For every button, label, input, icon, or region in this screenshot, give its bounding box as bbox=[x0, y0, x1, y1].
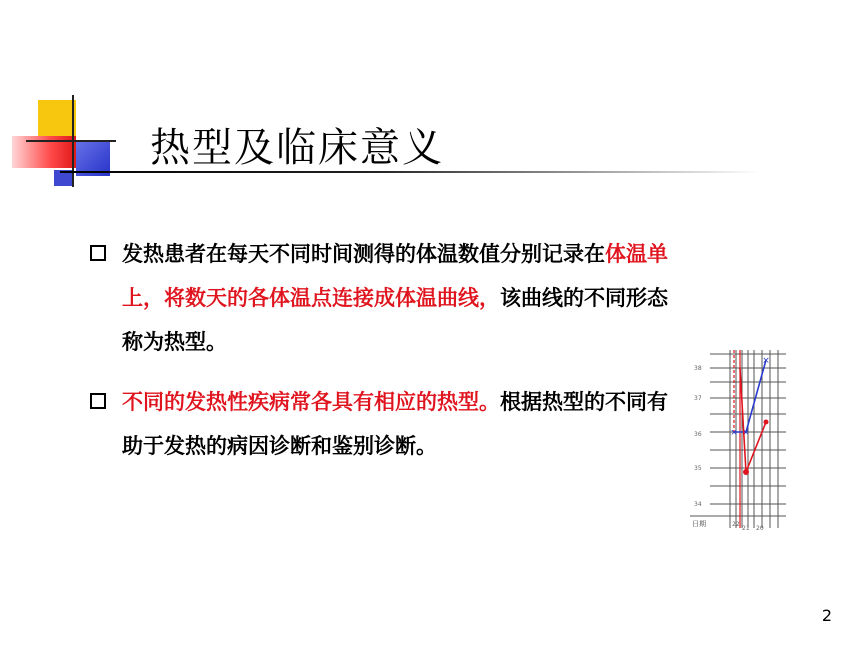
decor-horizontal-line bbox=[26, 140, 116, 142]
square-bullet-icon bbox=[90, 393, 106, 409]
bullet-1 bbox=[90, 232, 670, 364]
svg-text:×: × bbox=[762, 356, 770, 366]
page-number: 2 bbox=[821, 606, 832, 625]
y-tick: 34 bbox=[694, 501, 702, 508]
bullet-1-text bbox=[122, 232, 670, 364]
y-tick: 37 bbox=[694, 395, 702, 402]
bullet-2-segment: 根据热型的不同有助于发热的病因诊断和鉴别诊断。 bbox=[122, 390, 668, 458]
bullet-1-segment: 该曲线的不同形态称为热型。 bbox=[122, 286, 668, 354]
bullet-2 bbox=[90, 380, 670, 468]
x-tick: 21 bbox=[742, 525, 750, 532]
y-tick: 36 bbox=[694, 431, 702, 438]
page-title: 热型及临床意义 bbox=[150, 125, 444, 171]
bullet-2-text bbox=[122, 380, 670, 468]
bullet-2-segment-highlight: 不同的发热性疾病常各具有相应的热型。 bbox=[122, 390, 500, 414]
bullet-1-segment: 发热患者在每天不同时间测得的体温数值分别记录在 bbox=[122, 242, 605, 266]
y-tick: 38 bbox=[694, 365, 702, 372]
x-tick: 22 bbox=[732, 521, 740, 528]
svg-text:×: × bbox=[730, 428, 738, 438]
x-tick: 20 bbox=[756, 525, 764, 532]
svg-text:×: × bbox=[742, 428, 750, 438]
decor-yellow-square bbox=[38, 100, 76, 138]
temperature-chart-thumbnail bbox=[690, 346, 790, 532]
y-tick: 35 bbox=[694, 465, 702, 472]
title-underline bbox=[60, 171, 760, 173]
square-bullet-icon bbox=[90, 245, 106, 261]
x-axis-label: 日期 bbox=[692, 520, 706, 528]
bullet-1-segment-highlight: 体温单上，将数天的各体温点连接成体温曲线， bbox=[122, 242, 668, 310]
